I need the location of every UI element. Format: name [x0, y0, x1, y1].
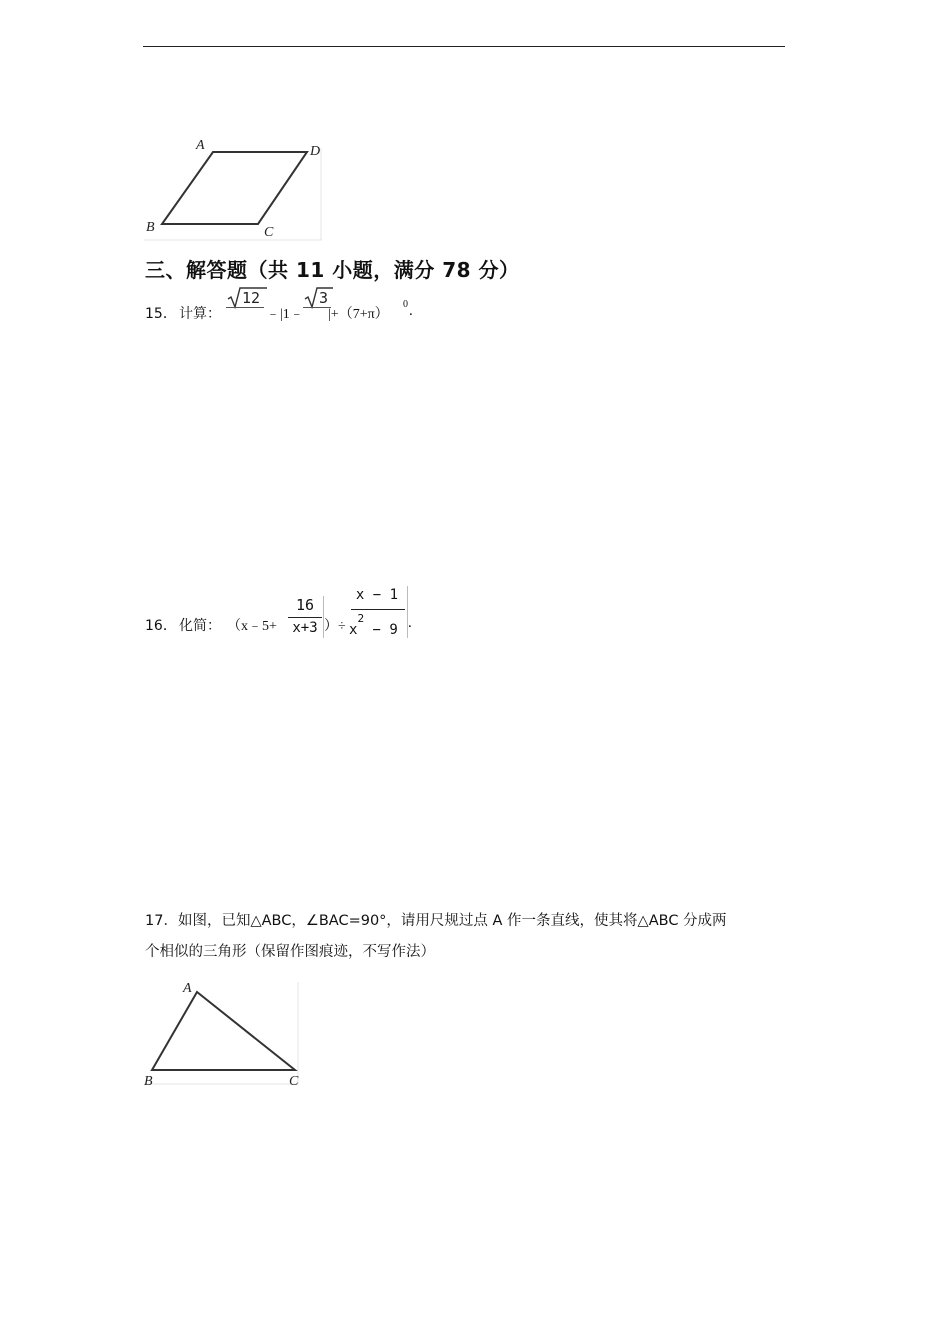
- question-label: 化简：: [179, 618, 221, 634]
- vertex-label-b: B: [146, 220, 155, 235]
- triangle-figure: [140, 978, 310, 1090]
- vertex-label-d: D: [310, 144, 321, 159]
- question-17: [145, 906, 810, 968]
- abs-close: |+（7+π）: [328, 307, 389, 322]
- vertex-label-c: C: [289, 1074, 299, 1089]
- period: .: [408, 615, 412, 631]
- expr-prefix: （x﹣5+: [227, 619, 277, 634]
- fraction-bar: [351, 609, 405, 610]
- fraction-2-denominator: $x^2 - 9$: [349, 612, 398, 638]
- question-number: 16．: [145, 618, 177, 634]
- parallelogram-shape: [162, 152, 307, 224]
- svg-text:3: 3: [319, 289, 329, 307]
- question-label: 计算：: [179, 306, 221, 322]
- question-number: 17．: [145, 913, 178, 929]
- fraction-1-numerator: 16: [295, 596, 315, 614]
- question-text: 如图，已知△ABC，∠BAC=90°，请用尺规过点 A 作一条直线，使其将△ABC 分成两: [177, 913, 727, 929]
- period: .: [409, 303, 413, 319]
- sqrt-3-line: [303, 307, 331, 308]
- fraction-1-denominator: x+3: [292, 620, 318, 636]
- question-17-line-2: [145, 937, 810, 968]
- fraction-2-numerator: x − 1: [355, 587, 399, 603]
- header-rule: [143, 46, 785, 47]
- sqrt-12-line: [226, 307, 264, 308]
- paren-close-div: ）÷: [324, 619, 346, 634]
- fraction-1: [288, 594, 324, 642]
- vertex-label-a: A: [196, 138, 205, 153]
- svg-text:12: 12: [242, 289, 261, 307]
- triangle-shape: [152, 992, 295, 1070]
- question-text: 个相似的三角形（保留作图痕迹，不写作法）: [145, 944, 435, 960]
- exponent: 0: [403, 299, 408, 310]
- question-17-line-1: [145, 906, 810, 937]
- vertex-label-a: A: [183, 981, 192, 996]
- parallelogram-figure: [140, 132, 330, 244]
- question-number: 15．: [145, 306, 177, 322]
- fraction-2: [349, 584, 409, 640]
- vertex-label-b: B: [144, 1074, 153, 1089]
- abs-open: ﹣|1﹣: [266, 307, 304, 322]
- vertex-label-c: C: [264, 225, 274, 240]
- section-heading: 三、解答题（共 11 小题，满分 78 分）: [145, 258, 520, 282]
- fraction-bar: [288, 617, 322, 618]
